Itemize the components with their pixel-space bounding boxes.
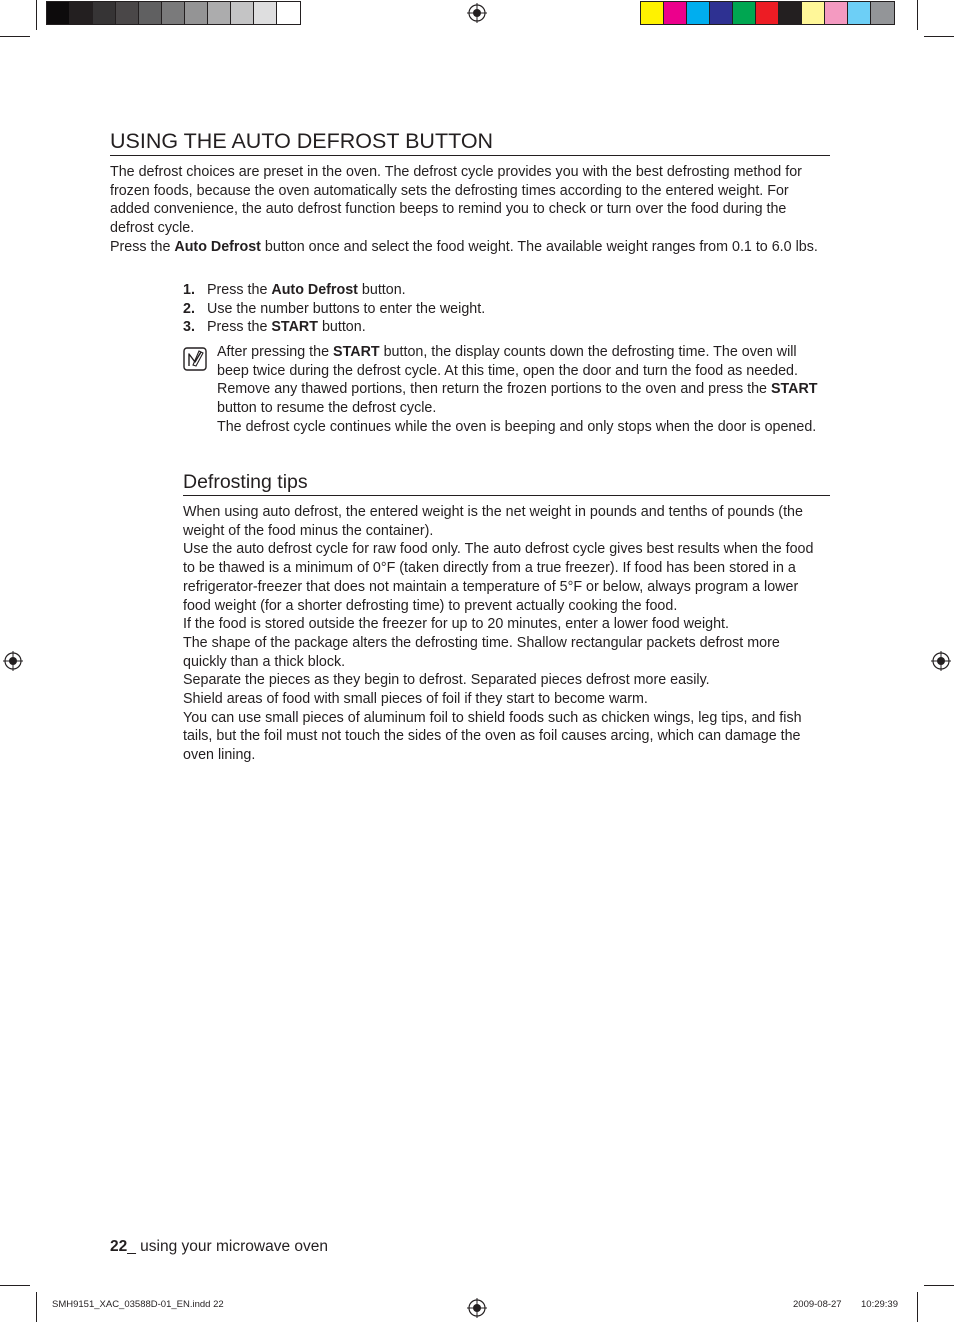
color-swatch: [779, 2, 802, 24]
text-run: button.: [317, 319, 366, 336]
color-swatch: [756, 2, 779, 24]
registration-mark-icon: [931, 651, 951, 671]
crop-mark: [924, 36, 954, 37]
step-number: 2.: [183, 300, 195, 317]
text-run: button.: [357, 282, 406, 298]
step-text: [207, 281, 406, 300]
registration-mark-icon: [467, 1298, 487, 1318]
crop-mark: [917, 1292, 918, 1322]
tip-paragraph: If the food is stored outside the freezer for up to 20 minutes, enter a lower food weight.: [183, 616, 729, 633]
tip-paragraph: Shield areas of food with small pieces of foil if they start to become warm.: [183, 691, 648, 708]
steps-list: [183, 281, 823, 337]
button-name: START: [770, 381, 818, 398]
page-number: 22: [110, 1238, 128, 1255]
button-name: START: [271, 319, 318, 336]
slug-date: 2009-08-27: [793, 1299, 842, 1310]
text-run: Press the: [207, 282, 272, 298]
step-text: [207, 318, 366, 337]
slug-filename: SMH9151_XAC_03588D-01_EN.indd 22: [52, 1299, 224, 1310]
tip-paragraph: You can use small pieces of aluminum foil to shield foods such as chicken wings, leg tips, and fish tails, but the foil must not touch the sides of the oven as foil causes arcing, which can damage the oven lining.: [183, 709, 802, 764]
list-item: [183, 318, 823, 337]
page-footer: [110, 1238, 328, 1256]
color-swatch: [185, 2, 208, 24]
registration-mark-icon: [3, 651, 23, 671]
text-run: Use the number buttons to enter the weight.: [207, 300, 486, 317]
color-swatch: [733, 2, 756, 24]
color-swatch: [93, 2, 116, 24]
grayscale-color-bar: [46, 1, 301, 25]
tip-paragraph: The shape of the package alters the defrosting time. Shallow rectangular packets defrost more quickly than a thick block.: [183, 634, 780, 670]
button-name: Auto Defrost: [174, 239, 261, 255]
color-swatch: [254, 2, 277, 24]
color-swatch: [825, 2, 848, 24]
weight-range-paragraph: [110, 238, 830, 257]
color-swatch: [664, 2, 687, 24]
page-title: USING THE AUTO DEFROST BUTTON: [110, 128, 830, 156]
list-item: [183, 281, 823, 300]
section-heading: Defrosting tips: [183, 470, 830, 496]
section-name: _ using your microwave oven: [127, 1238, 328, 1255]
color-swatch: [116, 2, 139, 24]
tip-paragraph: Use the auto defrost cycle for raw food only. The auto defrost cycle gives best results when the food to be thawed is a minimum of 0°F (taken directly from a true freezer). If food has been stored in a refrigerator-freezer that does not maintain a temperature of 5°F or below, always program a lower food weight (for a shorter defrosting time) to prevent actually cooking the food.: [183, 541, 814, 614]
step-number: 3.: [183, 319, 195, 336]
crop-mark: [0, 36, 30, 37]
button-name: START: [333, 344, 380, 360]
list-item: [183, 300, 823, 319]
intro-paragraph: The defrost choices are preset in the oven. The defrost cycle provides you with the best defrosting method for frozen foods, because the oven automatically sets the defrosting times according to the entered weight. For added convenience, the auto defrost function beeps to remind you to check or turn over the food during the defrost cycle.: [110, 164, 802, 237]
note-text: [217, 343, 823, 437]
text-run: Press the: [110, 239, 175, 255]
tips-body: [183, 503, 825, 765]
note-paragraph: [217, 343, 823, 418]
color-swatch: [871, 2, 894, 24]
crop-mark: [0, 1285, 30, 1286]
crop-mark: [917, 0, 918, 30]
process-color-bar: [640, 1, 895, 25]
step-text: [207, 300, 485, 319]
note-paragraph: The defrost cycle continues while the oven is beeping and only stops when the door is opened.: [217, 418, 817, 435]
text-run: Press the: [207, 319, 272, 336]
step-number: 1.: [183, 282, 195, 298]
text-run: After pressing the: [217, 344, 334, 360]
color-swatch: [848, 2, 871, 24]
color-swatch: [687, 2, 710, 24]
button-name: Auto Defrost: [271, 282, 358, 298]
text-run: button, the display counts down the defrosting time. The oven will beep twice during the defrost cycle. At this time, open the door and turn the food as needed. Remove any thawed portions, then return the frozen portions to the oven and press the: [217, 344, 798, 398]
crop-mark: [36, 1292, 37, 1322]
note-pencil-icon: [183, 347, 207, 371]
slug-time: 10:29:39: [861, 1299, 898, 1310]
text-run: button once and select the food weight. The available weight ranges from 0.1 to 6.0 lbs.: [260, 239, 818, 255]
crop-mark: [36, 0, 37, 30]
text-run: button to resume the defrost cycle.: [217, 400, 437, 417]
color-swatch: [47, 2, 70, 24]
color-swatch: [208, 2, 231, 24]
color-swatch: [277, 2, 300, 24]
color-swatch: [802, 2, 825, 24]
tip-paragraph: When using auto defrost, the entered weight is the net weight in pounds and tenths of pounds (the weight of the food minus the container).: [183, 504, 803, 539]
color-swatch: [641, 2, 664, 24]
color-swatch: [139, 2, 162, 24]
crop-mark: [924, 1285, 954, 1286]
tip-paragraph: Separate the pieces as they begin to defrost. Separated pieces defrost more easily.: [183, 672, 710, 689]
color-swatch: [70, 2, 93, 24]
color-swatch: [162, 2, 185, 24]
color-swatch: [710, 2, 733, 24]
registration-mark-icon: [467, 3, 487, 23]
color-swatch: [231, 2, 254, 24]
